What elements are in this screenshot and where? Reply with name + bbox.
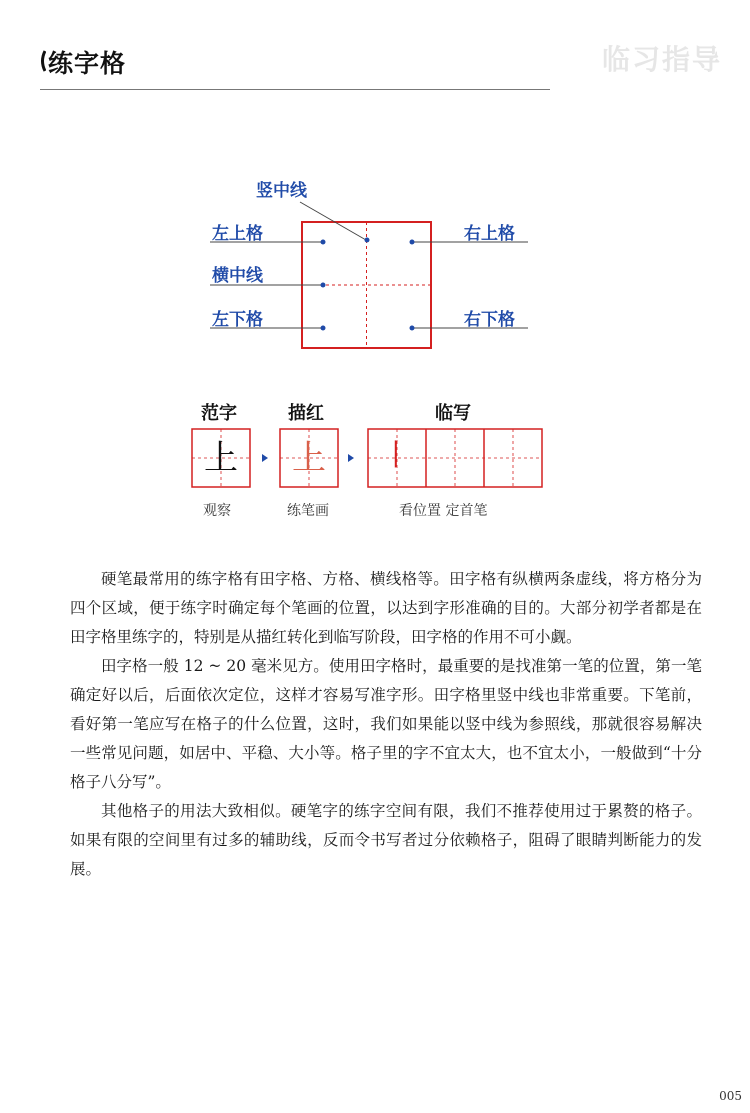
arrow-icon-2 xyxy=(348,454,354,462)
label-upper-right: 右上格 xyxy=(464,224,515,244)
step-heading-copy: 临写 xyxy=(435,403,471,424)
copy-first-stroke: 丨 xyxy=(381,438,411,473)
dot-lower-left xyxy=(321,326,326,331)
caption-model: 观察 xyxy=(203,503,231,519)
page-number: 005 xyxy=(719,1089,742,1103)
page-title: 练字格 xyxy=(48,49,127,78)
arrow-icon-1 xyxy=(262,454,268,462)
tianzige-grid-figure xyxy=(0,160,750,360)
header-divider xyxy=(40,89,550,90)
dot-vertical-center xyxy=(365,238,370,243)
body-text xyxy=(70,565,702,884)
label-horizontal-center: 横中线 xyxy=(212,266,263,286)
dot-upper-left xyxy=(321,240,326,245)
step-heading-model: 范字 xyxy=(201,403,237,424)
dot-lower-right xyxy=(410,326,415,331)
caption-trace: 练笔画 xyxy=(287,503,329,519)
practice-grids xyxy=(0,427,750,527)
label-lower-left: 左下格 xyxy=(212,310,263,330)
label-upper-left: 左上格 xyxy=(212,224,263,244)
label-lower-right: 右下格 xyxy=(464,310,515,330)
caption-copy: 看位置 定首笔 xyxy=(399,503,488,519)
faded-background-title: 临习指导 xyxy=(601,43,722,76)
practice-steps xyxy=(0,395,750,535)
step-heading-trace: 描红 xyxy=(288,403,324,424)
paragraph-3: 其他格子的用法大致相似。硬笔字的练字空间有限，我们不推荐使用过于累赘的格子。如果有限的空间里有过多的辅助线，反而令书写者过分依赖格子，阻碍了眼睛判断能力的发展。 xyxy=(70,802,702,878)
dot-horizontal-center xyxy=(321,283,326,288)
label-vertical-center: 竖中线 xyxy=(256,181,307,201)
paragraph-2: 田字格一般 12 ~ 20 毫米见方。使用田字格时，最重要的是找准第一笔的位置，第一笔确定好以后，后面依次定位，这样才容易写准字形。田字格里竖中线也非常重要。下笔前，看好第一笔应写在格子的什么位置，这时，我们如果能以竖中线为参照线，那就很容易解决一些常见问题，如居中、平稳、大小等。格子里的字不宜太大，也不宜太小，一般做到“十分格子八分写”。 xyxy=(70,657,702,791)
header-bracket-icon xyxy=(40,50,46,72)
trace-character: 上 xyxy=(292,438,326,478)
paragraph-1: 硬笔最常用的练字格有田字格、方格、横线格等。田字格有纵横两条虚线，将方格分为四个区域，便于练字时确定每个笔画的位置，以达到字形准确的目的。大部分初学者都是在田字格里练字的，特别是从描红转化到临写阶段，田字格的作用不可小觑。 xyxy=(70,570,702,646)
dot-upper-right xyxy=(410,240,415,245)
tianzige-diagram xyxy=(0,160,750,360)
model-character: 上 xyxy=(204,438,238,478)
